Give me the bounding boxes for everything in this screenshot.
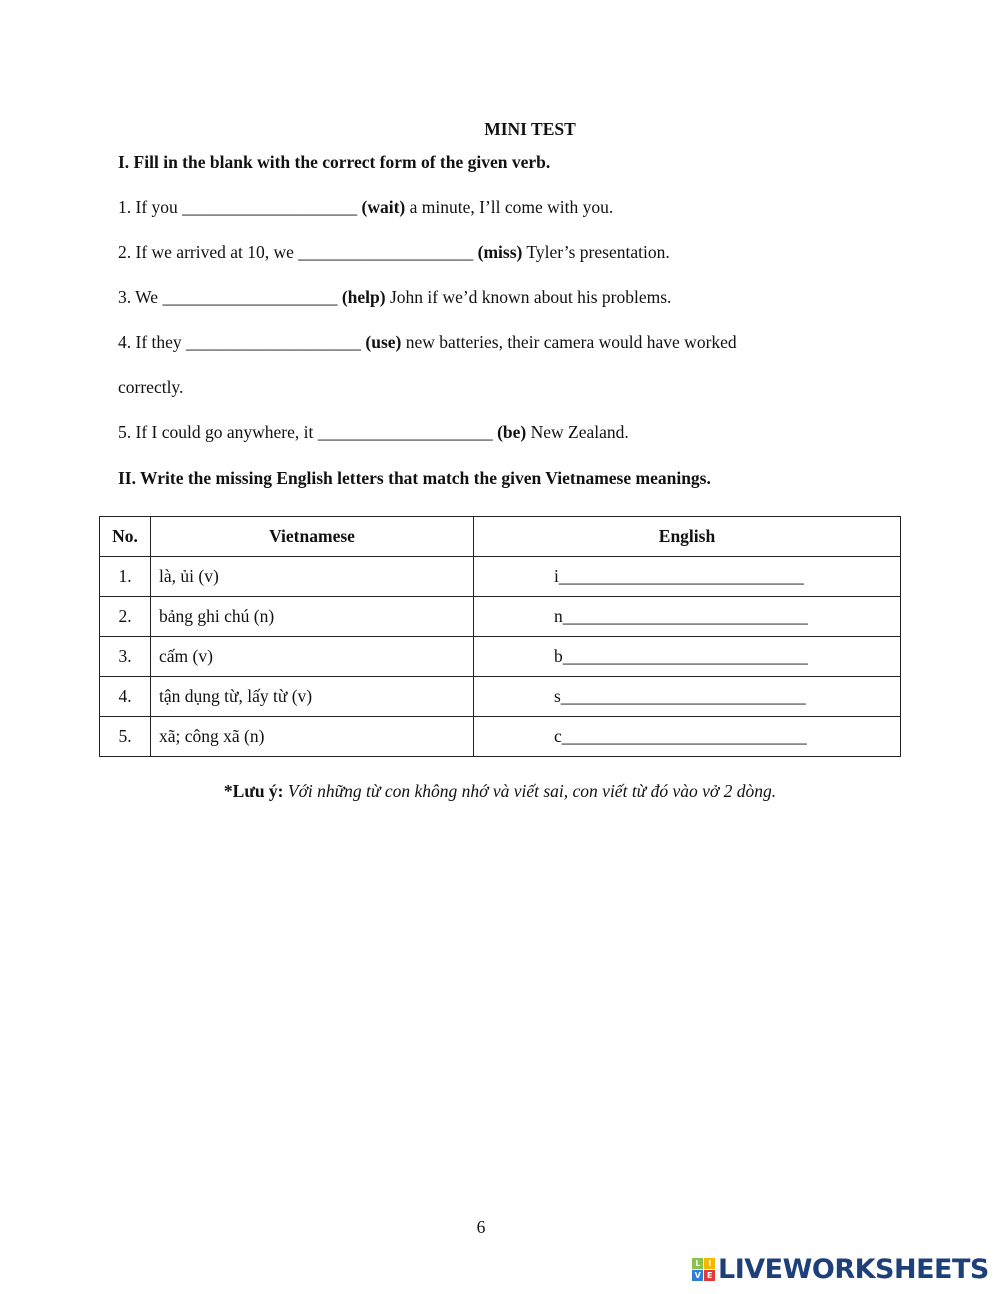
vietnamese-meaning: tận dụng từ, lấy từ (v): [151, 677, 474, 717]
table-row: [100, 717, 901, 757]
item-text: 4. If they: [118, 332, 187, 352]
section-1-heading: I. Fill in the blank with the correct form of the given verb.: [118, 152, 551, 172]
row-number: 5.: [100, 717, 151, 757]
item-text: John if we’d known about his problems.: [385, 287, 672, 307]
note-text: Với những từ con không nhớ và viết sai, con viết từ đó vào vở 2 dòng.: [283, 781, 777, 801]
note-label: *Lưu ý:: [223, 781, 284, 801]
section-2-heading: II. Write the missing English letters that match the given Vietnamese meanings.: [118, 468, 711, 488]
given-verb: (miss): [473, 242, 523, 262]
exercise-item: [118, 422, 629, 443]
logo-icon: L I V E: [692, 1258, 715, 1281]
vietnamese-meaning: là, ủi (v): [151, 557, 474, 597]
vietnamese-meaning: xã; công xã (n): [151, 717, 474, 757]
answer-blank[interactable]: ____________________: [182, 197, 358, 217]
page-number: 6: [476, 1217, 486, 1237]
english-answer-blank[interactable]: b____________________________: [474, 637, 901, 677]
answer-blank[interactable]: ____________________: [298, 242, 474, 262]
answer-blank[interactable]: ____________________: [186, 332, 362, 352]
item-text: correctly.: [118, 377, 184, 397]
english-answer-blank[interactable]: i____________________________: [474, 557, 901, 597]
row-number: 1.: [100, 557, 151, 597]
english-answer-blank[interactable]: c____________________________: [474, 717, 901, 757]
logo-text: LIVEWORKSHEETS: [718, 1254, 989, 1285]
table-row: [100, 557, 901, 597]
english-answer-blank[interactable]: n____________________________: [474, 597, 901, 637]
vocab-table: [99, 516, 901, 757]
given-verb: (use): [361, 332, 402, 352]
given-verb: (help): [337, 287, 386, 307]
item-text: Tyler’s presentation.: [522, 242, 670, 262]
given-verb: (be): [492, 422, 527, 442]
table-row: [100, 597, 901, 637]
header-english: English: [474, 517, 901, 557]
exercise-item: [118, 377, 183, 398]
english-answer-blank[interactable]: s____________________________: [474, 677, 901, 717]
table-row: [100, 637, 901, 677]
exercise-item: [118, 332, 737, 353]
row-number: 3.: [100, 637, 151, 677]
note: [0, 781, 1000, 802]
liveworksheets-logo: [692, 1254, 989, 1285]
answer-blank[interactable]: ____________________: [162, 287, 338, 307]
given-verb: (wait): [357, 197, 406, 217]
exercise-item: [118, 242, 670, 263]
exercise-item: [118, 287, 671, 308]
item-text: 3. We: [118, 287, 163, 307]
vietnamese-meaning: cấm (v): [151, 637, 474, 677]
page-title: MINI TEST: [484, 119, 576, 139]
answer-blank[interactable]: ____________________: [317, 422, 493, 442]
row-number: 4.: [100, 677, 151, 717]
vietnamese-meaning: bảng ghi chú (n): [151, 597, 474, 637]
table-row: [100, 677, 901, 717]
row-number: 2.: [100, 597, 151, 637]
item-text: new batteries, their camera would have worked: [401, 332, 737, 352]
item-text: 1. If you: [118, 197, 183, 217]
header-vietnamese: Vietnamese: [151, 517, 474, 557]
item-text: 5. If I could go anywhere, it: [118, 422, 318, 442]
table-header-row: [100, 517, 901, 557]
exercise-item: [118, 197, 613, 218]
item-text: 2. If we arrived at 10, we: [118, 242, 299, 262]
header-no: No.: [100, 517, 151, 557]
item-text: a minute, I’ll come with you.: [405, 197, 614, 217]
item-text: New Zealand.: [526, 422, 629, 442]
